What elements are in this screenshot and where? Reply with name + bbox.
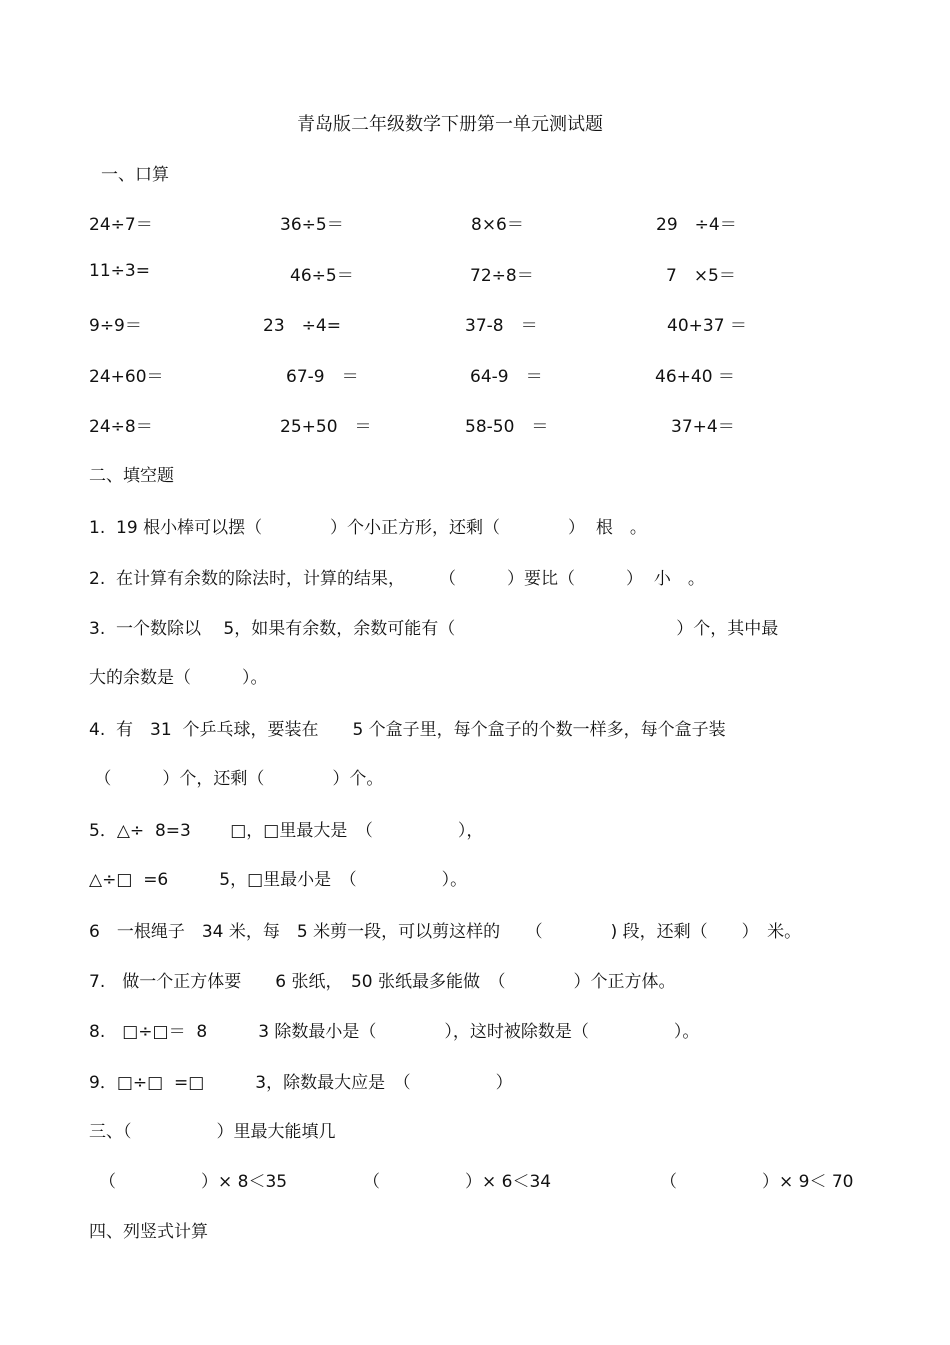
section-heading-oral: 一、口算 <box>101 165 169 185</box>
fill-question: △÷□ =6 5，□里最小是 （ ）。 <box>89 870 468 890</box>
oral-problem: 67-9 ＝ <box>286 367 359 387</box>
oral-problem: 72÷8＝ <box>470 266 534 286</box>
fill-question: 3. 一个数除以 5，如果有余数，余数可能有（ ）个，其中最 <box>89 619 779 639</box>
oral-problem: 24÷7＝ <box>89 215 153 235</box>
oral-problem: 37-8 ＝ <box>465 316 538 336</box>
oral-problem: 58-50 ＝ <box>465 417 549 437</box>
oral-problem: 11÷3= <box>89 261 150 281</box>
fill-question: 大的余数是（ ）。 <box>89 668 268 688</box>
fill-question: 5．△÷ 8=3 □，□里最大是 （ ）， <box>89 821 484 841</box>
oral-problem: 40+37 ＝ <box>667 316 747 336</box>
section-heading-fill: 二、填空题 <box>89 466 174 486</box>
fill-question: 1. 19 根小棒可以摆（ ）个小正方形，还剩（ ） 根 。 <box>89 518 647 538</box>
oral-problem: 29 ÷4＝ <box>656 215 737 235</box>
fill-question: 2. 在计算有余数的除法时，计算的结果， （ ）要比（ ） 小 。 <box>89 569 705 589</box>
section-heading-vertical: 四、列竖式计算 <box>89 1222 208 1242</box>
oral-problem: 24÷8＝ <box>89 417 153 437</box>
oral-problem: 36÷5＝ <box>280 215 344 235</box>
fill-question: 6 一根绳子 34 米，每 5 米剪一段，可以剪这样的 （ ) 段，还剩（ ） 米。 <box>89 922 802 942</box>
oral-problem: 24+60＝ <box>89 367 164 387</box>
oral-problem: 37+4＝ <box>671 417 735 437</box>
oral-problem: 8×6＝ <box>471 215 524 235</box>
oral-problem: 46+40 ＝ <box>655 367 735 387</box>
oral-problem: 23 ÷4= <box>263 316 341 336</box>
oral-problem: 9÷9＝ <box>89 316 142 336</box>
section-heading-max-fill: 三、（ ）里最大能填几 <box>89 1122 336 1142</box>
oral-problem: 7 ×5＝ <box>666 266 736 286</box>
oral-problem: 64-9 ＝ <box>470 367 543 387</box>
max-fill-item: （ ）× 6＜34 <box>363 1172 552 1192</box>
fill-question: 7. 做一个正方体要 6 张纸， 50 张纸最多能做 （ ）个正方体。 <box>89 972 676 992</box>
fill-question: 9．□÷□ =□ 3，除数最大应是 （ ） <box>89 1073 513 1093</box>
fill-question: （ ）个，还剩（ ）个。 <box>89 769 384 789</box>
fill-question: 4. 有 31 个乒乓球，要装在 5 个盒子里，每个盒子的个数一样多，每个盒子装 <box>89 720 726 740</box>
max-fill-item: （ ）× 8＜35 <box>99 1172 288 1192</box>
page-title: 青岛版二年级数学下册第一单元测试题 <box>297 114 603 135</box>
oral-problem: 46÷5＝ <box>290 266 354 286</box>
oral-problem: 25+50 ＝ <box>280 417 372 437</box>
max-fill-item: （ ）× 9＜ 70 <box>660 1172 854 1192</box>
fill-question: 8. □÷□＝ 8 3 除数最小是（ ），这时被除数是（ ）。 <box>89 1022 700 1042</box>
